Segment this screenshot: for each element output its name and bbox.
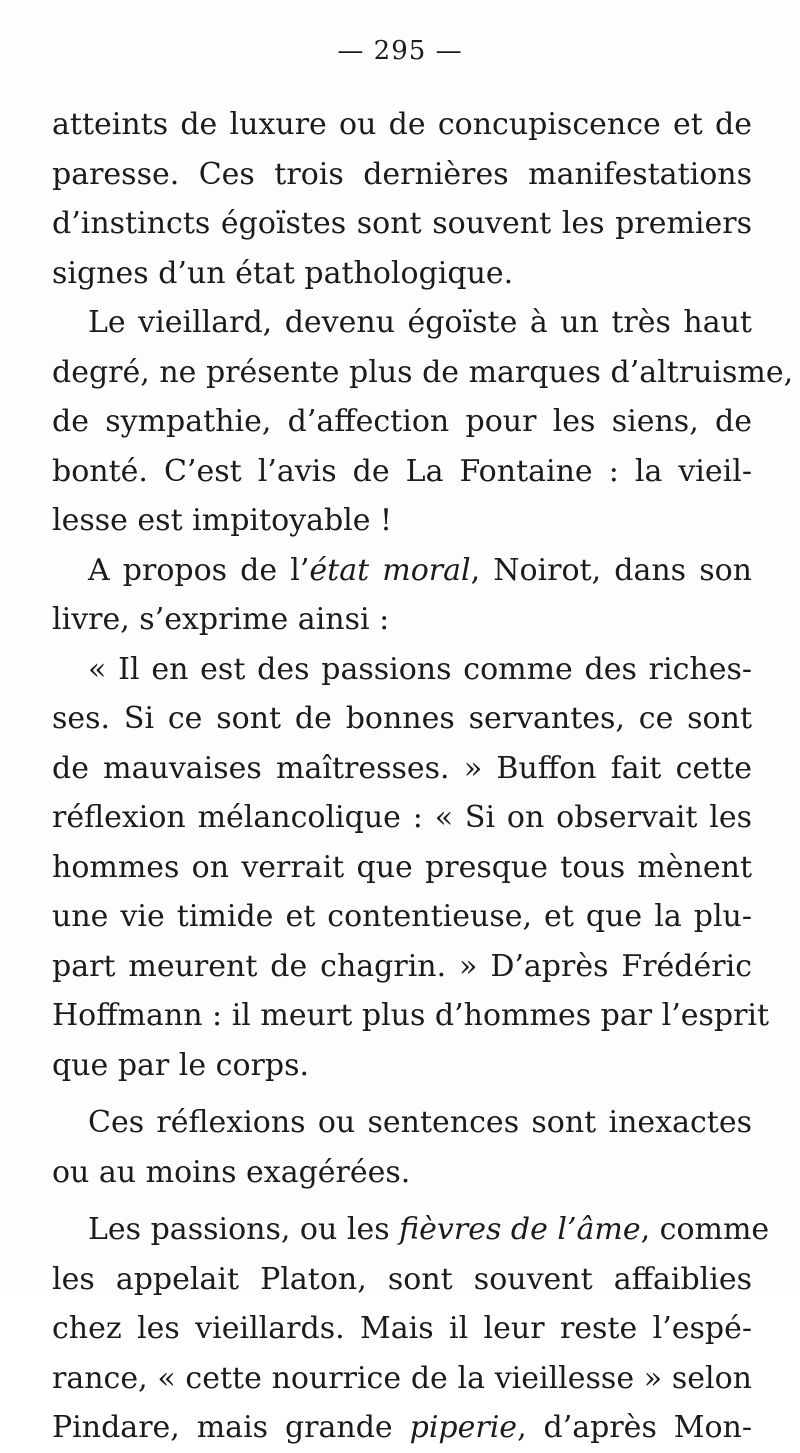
text-line: lesse est impitoyable ! bbox=[52, 503, 393, 538]
text-line: Hoffmann : il meurt plus d’hommes par l’esprit bbox=[52, 998, 770, 1033]
text-line: de sympathie, d’affection pour les siens, de bbox=[52, 404, 752, 439]
text-line: degré, ne présente plus de marques d’altruisme, bbox=[52, 354, 794, 390]
text-line: part meurent de chagrin. » D’après Frédéric bbox=[52, 948, 752, 984]
text-fragment: , Noirot, dans son bbox=[470, 552, 752, 588]
text-line: les appelait Platon, sont souvent affaiblies bbox=[52, 1261, 752, 1297]
text-line: hommes on verrait que presque tous mènent bbox=[52, 849, 752, 885]
text-line bbox=[52, 1205, 770, 1255]
italic-fragment: piperie bbox=[409, 1410, 518, 1445]
text-fragment: A propos de l’ bbox=[88, 552, 310, 588]
text-fragment: Pindare, mais grande bbox=[52, 1410, 410, 1445]
text-line bbox=[52, 546, 752, 596]
text-fragment: , comme bbox=[640, 1212, 770, 1247]
text-line bbox=[52, 1403, 752, 1453]
italic-fragment: fièvres de l’âme bbox=[399, 1212, 641, 1247]
text-line: « Il en est des passions comme des riches- bbox=[88, 651, 752, 687]
text-line: signes d’un état pathologique. bbox=[52, 255, 514, 291]
text-line: d’instincts égoïstes sont souvent les premiers bbox=[52, 206, 752, 241]
text-line: paresse. Ces trois dernières manifestations bbox=[52, 156, 752, 192]
paragraph-gap bbox=[52, 1197, 752, 1205]
text-line: ses. Si ce sont de bonnes servantes, ce sont bbox=[52, 701, 752, 736]
text-line: ou au moins exagérées. bbox=[52, 1154, 411, 1190]
text-fragment: , d’après Mon- bbox=[517, 1410, 752, 1445]
text-line: réflexion mélancolique : « Si on observait les bbox=[52, 800, 752, 835]
text-line: bonté. C’est l’avis de La Fontaine : la vieil- bbox=[52, 453, 752, 489]
text-line: Le vieillard, devenu égoïste à un très haut bbox=[88, 305, 752, 340]
page-text bbox=[52, 100, 794, 1453]
paragraph-gap bbox=[52, 1090, 752, 1098]
text-line: de mauvaises maîtresses. » Buffon fait cette bbox=[52, 750, 752, 786]
text-line: Ces réflexions ou sentences sont inexactes bbox=[88, 1105, 752, 1140]
text-line: livre, s’exprime ainsi : bbox=[52, 602, 390, 637]
page-number: — 295 — bbox=[337, 36, 463, 66]
text-line: chez les vieillards. Mais il leur reste l’espé- bbox=[52, 1311, 752, 1346]
text-line: une vie timide et contentieuse, et que la plu- bbox=[52, 899, 752, 934]
text-line: que par le corps. bbox=[52, 1047, 310, 1083]
italic-fragment: état moral bbox=[309, 552, 471, 588]
text-fragment: Les passions, ou les bbox=[88, 1212, 400, 1247]
text-line: atteints de luxure ou de concupiscence et de bbox=[52, 107, 752, 142]
text-line: rance, « cette nourrice de la vieillesse » selon bbox=[52, 1360, 752, 1396]
